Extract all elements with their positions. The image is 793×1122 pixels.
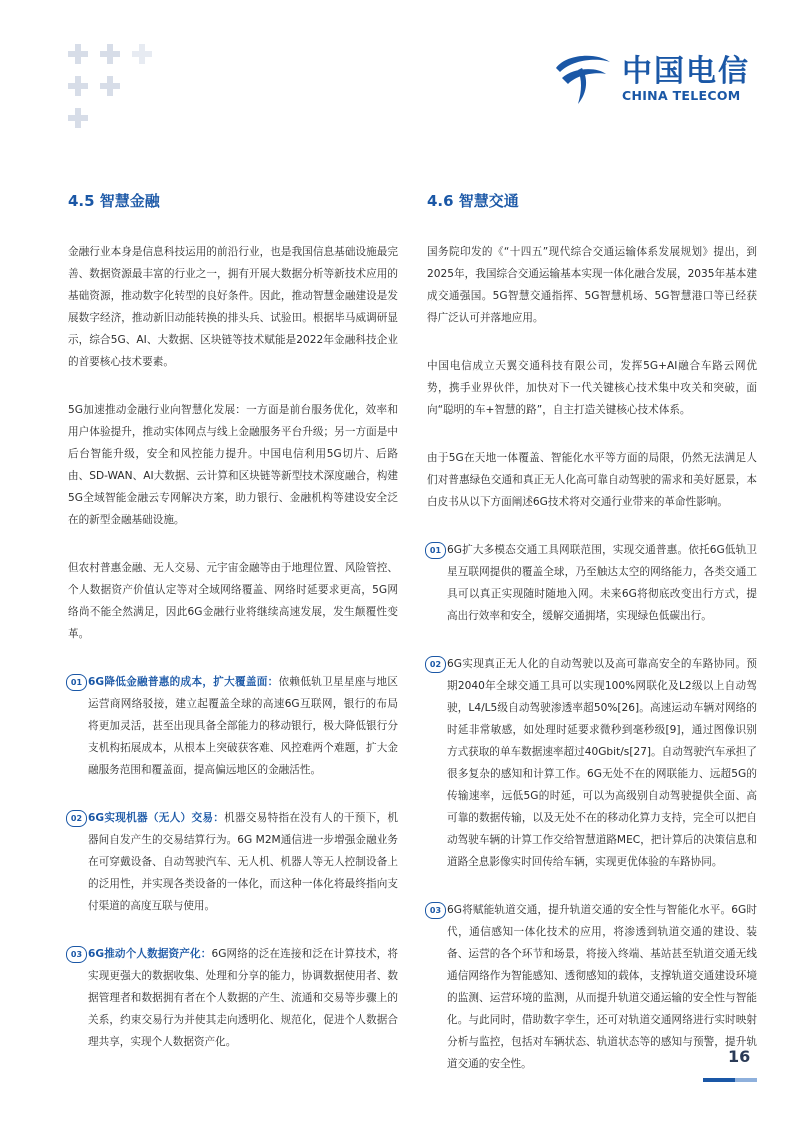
number-badge: 01: [425, 542, 446, 559]
list-item: [68, 671, 398, 781]
item-text: 6G实现真正无人化的自动驾驶以及高可靠高安全的车路协同。预期2040年全球交通工具可以实现100%网联化及L2级以上自动驾驶，L4/L5级自动驾驶渗透率超50%[26]。高速运动车辆对网络的时延非常敏感，如处理时延要求微秒到毫秒级[9]，通过图像识别方式获取的单车数据速率超过40Gbit/s[27]。自动驾驶汽车承担了很多复杂的感知和计算工作。6G无处不在的网联能力、远超5G的传输速率，远低5G的时延，可以为高级别自动驾驶提供全面、高可靠的数据传输，以及无处不在的移动化算力支持，完全可以把自动驾驶车辆的计算工作交给智慧道路MEC，把计算后的决策信息和道路全息影像实时回传给车辆，实现更优体验的车路协同。: [447, 658, 757, 868]
paragraph: 但农村普惠金融、无人交易、元宇宙金融等由于地理位置、风险管控、个人数据资产价值认定等对全域网络覆盖、网络时延要求更高，5G网络尚不能全然满足，因此6G金融行业将继续高速发展，发生颠覆性变革。: [68, 562, 398, 640]
right-column: [427, 190, 757, 1101]
page-number: 16: [728, 1047, 751, 1066]
paragraph: 国务院印发的《“十四五”现代综合交通运输体系发展规划》提出，到2025年，我国综合交通运输基本实现一体化融合发展，2035年基本建成交通强国。5G智慧交通指挥、5G智慧机场、5G智慧港口等已经获得广泛认可并落地应用。: [427, 246, 757, 324]
item-text: 6G扩大多模态交通工具网联范围，实现交通普惠。依托6G低轨卫星互联网提供的覆盖全球，乃至触达太空的网络能力，各类交通工具可以真正实现随时随地入网。未来6G将彻底改变出行方式，提高出行效率和安全，缓解交通拥堵，实现绿色低碳出行。: [447, 544, 757, 622]
footer-accent-bar-light: [735, 1078, 757, 1082]
item-text: 6G将赋能轨道交通，提升轨道交通的安全性与智能化水平。6G时代，通信感知一体化技术的应用，将渗透到轨道交通的建设、装备、运营的各个环节和场景，将接入终端、基站甚至轨道交通无线通信网络作为智能感知、透彻感知的载体，支撑轨道交通建设环境的监测、运营环境的监测，从而提升轨道交通运输的安全性与智能化。与此同时，借助数字孪生，还可对轨道交通网络进行实时映射分析与监控，包括对车辆状态、轨道状态等的感知与预警，提升轨道交通的安全性。: [447, 904, 757, 1070]
paragraph: 由于5G在天地一体覆盖、智能化水平等方面的局限，仍然无法满足人们对普惠绿色交通和真正无人化高可靠自动驾驶的需求和美好愿景，本白皮书从以下方面阐述6G技术将对交通行业带来的革命性影响。: [427, 452, 757, 508]
number-badge: 03: [66, 946, 87, 963]
section-title-smart-finance: 4.5 智慧金融: [68, 192, 160, 210]
number-badge: 01: [66, 674, 87, 691]
list-item: [427, 899, 757, 1075]
paragraph: 中国电信成立天翼交通科技有限公司，发挥5G+AI融合车路云网优势，携手业界伙伴，加快对下一代关键核心技术集中攻关和突破，面向“聪明的车+智慧的路”，自主打造关键核心技术体系。: [427, 360, 757, 416]
item-title: 6G推动个人数据资产化：: [88, 948, 212, 960]
paragraph: 金融行业本身是信息科技运用的前沿行业，也是我国信息基础设施最完善、数据资源最丰富的行业之一，拥有开展大数据分析等新技术应用的基础资源，推动数字化转型的良好条件。因此，推动智慧金融建设是发展数字经济，推动新旧动能转换的排头兵、试验田。根据毕马威调研显示，综合5G、AI、大数据、区块链等技术赋能是2022年金融科技企业的首要核心技术要素。: [68, 246, 398, 368]
item-text: 机器交易特指在没有人的干预下，机器间自发产生的交易结算行为。6G M2M通信进一步增强金融业务在可穿戴设备、自动驾驶汽车、无人机、机器人等无人控制设备上的泛用性，并实现各类设备的一体化，而这种一体化将最终指向支付渠道的高度互联与使用。: [88, 812, 398, 912]
left-column: [68, 190, 398, 1079]
number-badge: 03: [425, 902, 446, 919]
decorative-plus-pattern: [68, 44, 158, 134]
china-telecom-emblem-icon: [552, 48, 614, 106]
plus-icon: [68, 76, 88, 96]
item-title: 6G实现机器（无人）交易：: [88, 812, 225, 824]
item-text: 6G网络的泛在连接和泛在计算技术，将实现更强大的数据收集、处理和分享的能力，协调数据使用者、数据管理者和数据拥有者在个人数据的产生、流通和交易等步骤上的关系，约束交易行为并使其走向透明化、规范化，促进个人数据合理共享，实现个人数据资产化。: [88, 948, 398, 1048]
section-title-smart-transportation: 4.6 智慧交通: [427, 192, 519, 210]
list-item: [427, 653, 757, 873]
number-badge: 02: [66, 810, 87, 827]
plus-icon: [100, 44, 120, 64]
footer-accent-bar: [703, 1078, 735, 1082]
logo-english-text: CHINA TELECOM: [622, 88, 741, 103]
plus-icon: [68, 108, 88, 128]
item-text: 依赖低轨卫星星座与地区运营商网络驳接，建立起覆盖全球的高速6G互联网，银行的布局将更加灵活，甚至出现具备全部能力的移动银行，极大降低银行分支机构拓展成本，从根本上突破获客难、风控难两个难题，扩大金融服务范围和覆盖面，提高偏远地区的金融活性。: [88, 676, 398, 776]
plus-icon: [132, 44, 152, 64]
item-title: 6G降低金融普惠的成本，扩大覆盖面：: [88, 676, 279, 688]
logo-chinese-text: 中国电信: [622, 54, 750, 89]
paragraph: 5G加速推动金融行业向智慧化发展：一方面是前台服务优化，效率和用户体验提升，推动实体网点与线上金融服务平台升级；另一方面是中后台智能升级，安全和风控能力提升。中国电信利用5G切片、后路由、SD-WAN、AI大数据、云计算和区块链等新型技术深度融合，构建5G全域智能金融云专网解决方案，助力银行、金融机构等建设安全泛在的新型金融基础设施。: [68, 404, 398, 526]
list-item: [68, 807, 398, 917]
china-telecom-logo: [552, 46, 762, 106]
list-item: [427, 539, 757, 627]
plus-icon: [68, 44, 88, 64]
number-badge: 02: [425, 656, 446, 673]
plus-icon: [100, 76, 120, 96]
list-item: [68, 943, 398, 1053]
